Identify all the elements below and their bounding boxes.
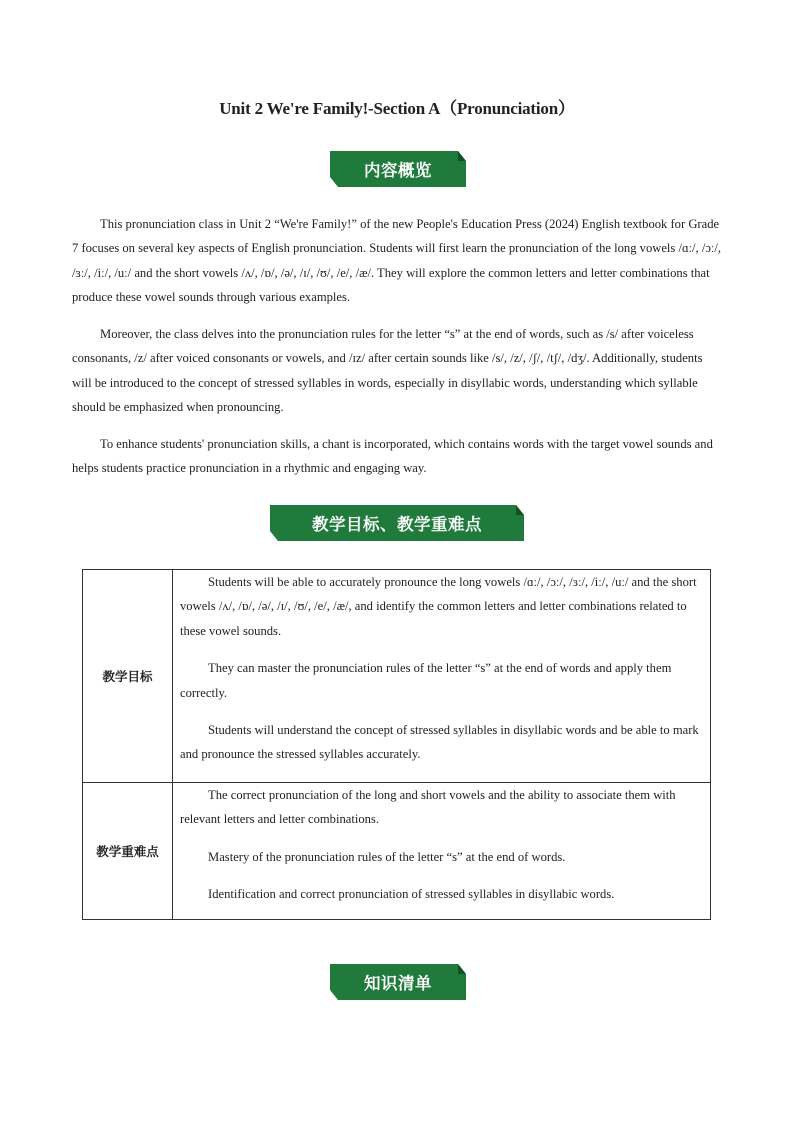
overview-paragraph-1: This pronunciation class in Unit 2 “We're Family!” of the new People's Education Press (2024) English textbook for Grade 7 focuses on several key aspects of English pronunciation. Students will first learn the pronunciation of the long vowels /ɑː/, /ɔː/, /ɜː/, /iː/, /uː/ and the short vowels /ʌ/, /ɒ/, /ə/, /ɪ/, /ʊ/, /e/, /æ/. They will explore the common letters and letter combinations that produce these vowel sounds through various examples. <box>72 217 722 305</box>
section-title-goals: 教学目标、教学重难点 <box>312 515 482 534</box>
goal-paragraph-1: Students will be able to accurately pronounce the long vowels /ɑː/, /ɔː/, /ɜː/, /iː/, /uː/ and the short vowels /ʌ/, /ɒ/, /ə/, /ɪ/, /ʊ/, /e/, /æ/, and identify the common letters and letter combinations related to these vowel sounds. <box>180 575 697 638</box>
section-title-knowledge: 知识清单 <box>364 974 432 993</box>
goal-paragraph-3: Students will understand the concept of stressed syllables in disyllabic words and be able to mark and pronounce the stressed syllables accurately. <box>180 723 699 762</box>
key-point-paragraph-1: The correct pronunciation of the long and short vowels and the ability to associate them with relevant letters and letter combinations. <box>180 788 676 827</box>
section-title-overview: 内容概览 <box>364 161 432 180</box>
key-point-paragraph-2: Mastery of the pronunciation rules of the letter “s” at the end of words. <box>208 849 566 864</box>
goal-paragraph-2: They can master the pronunciation rules of the letter “s” at the end of words and apply them correctly. <box>180 661 672 700</box>
row-header-teaching-goals: 教学目标 <box>83 570 173 783</box>
row-content-teaching-goals <box>173 570 711 783</box>
overview-paragraph-2: Moreover, the class delves into the pronunciation rules for the letter “s” at the end of words, such as /s/ after voiceless consonants, /z/ after voiced consonants or vowels, and /ɪz/ after certain sounds like /s/, /z/, /ʃ/, /tʃ/, /dʒ/. Additionally, students will be introduced to the concept of stressed syllables in words, especially in disyllabic words, understanding which syllable should be emphasized when pronouncing. <box>72 327 703 415</box>
table-row <box>83 570 711 783</box>
row-content-key-difficult-points <box>173 783 711 920</box>
section-badge-goals <box>270 505 524 541</box>
document-title: Unit 2 We're Family!-Section A（Pronunciation） <box>219 99 575 118</box>
section-badge-overview <box>330 151 466 187</box>
table-row <box>83 783 711 920</box>
overview-paragraph-3: To enhance students' pronunciation skills, a chant is incorporated, which contains words with the target vowel sounds and helps students practice pronunciation in a rhythmic and engaging way. <box>72 437 713 476</box>
row-header-key-difficult-points: 教学重难点 <box>83 783 173 920</box>
key-point-paragraph-3: Identification and correct pronunciation of stressed syllables in disyllabic words. <box>208 887 615 902</box>
section-badge-knowledge <box>330 964 466 1000</box>
goals-table <box>82 569 711 920</box>
